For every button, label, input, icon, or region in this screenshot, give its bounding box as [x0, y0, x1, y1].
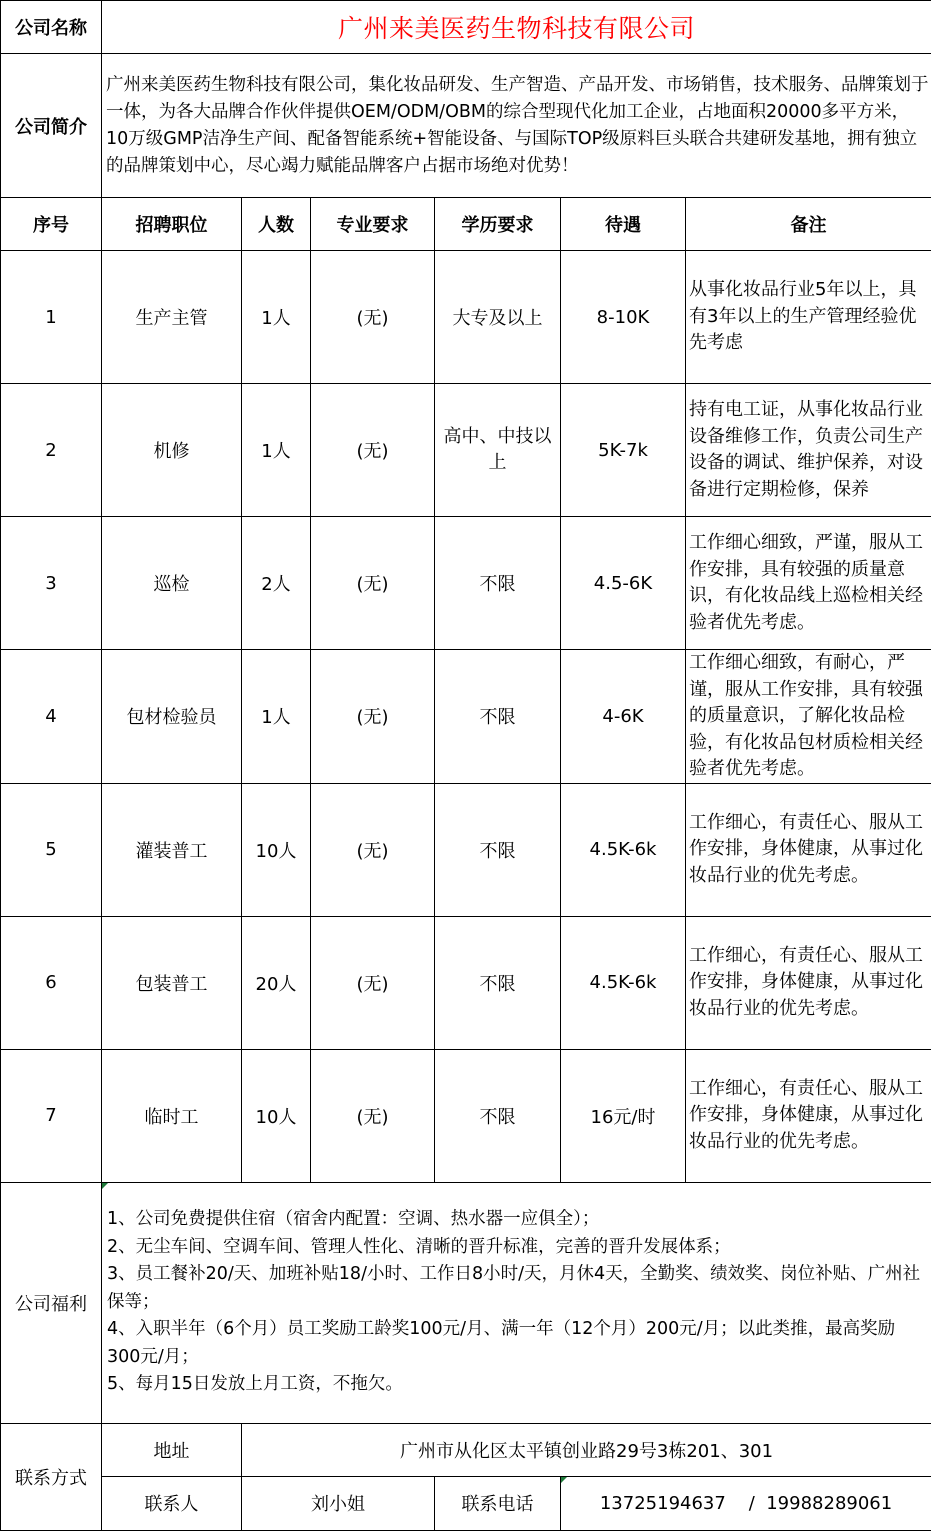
job-note: 持有电工证，从事化妆品行业设备维修工作，负责公司生产设备的调试、维护保养，对设备进行定期检修，保养	[686, 384, 931, 517]
contact-phone-value: 13725194637 / 19988289061	[561, 1476, 931, 1530]
table-row	[1, 650, 931, 784]
table-row	[1, 384, 931, 517]
job-salary: 4.5K-6k	[561, 916, 686, 1049]
jobs-header-row	[1, 198, 931, 251]
job-major: (无)	[311, 783, 435, 916]
job-position: 灌装普工	[102, 783, 242, 916]
job-salary: 5K-7k	[561, 384, 686, 517]
job-education: 不限	[435, 517, 561, 650]
job-position: 临时工	[102, 1049, 242, 1182]
job-education: 不限	[435, 650, 561, 784]
welfare-label: 公司福利	[1, 1182, 102, 1423]
address-value: 广州市从化区太平镇创业路29号3栋201、301	[242, 1423, 931, 1476]
contact-address-row	[1, 1423, 931, 1476]
job-no: 6	[1, 916, 102, 1049]
header-major: 专业要求	[311, 198, 435, 251]
table-row	[1, 783, 931, 916]
table-row	[1, 517, 931, 650]
welfare-row	[1, 1182, 931, 1423]
job-note: 工作细心，有责任心、服从工作安排，身体健康，从事过化妆品行业的优先考虑。	[686, 1049, 931, 1182]
contact-person-row	[1, 1476, 931, 1530]
welfare-list	[102, 1182, 931, 1423]
job-major: (无)	[311, 916, 435, 1049]
job-salary: 4.5K-6k	[561, 783, 686, 916]
company-intro-label: 公司简介	[1, 54, 102, 198]
job-education: 大专及以上	[435, 251, 561, 384]
header-salary: 待遇	[561, 198, 686, 251]
job-no: 2	[1, 384, 102, 517]
welfare-item: 2、无尘车间、空调车间、管理人性化、清晰的晋升标准，完善的晋升发展体系；	[107, 1234, 927, 1262]
table-row	[1, 1049, 931, 1182]
job-count: 1人	[242, 251, 311, 384]
job-count: 10人	[242, 783, 311, 916]
job-salary: 4-6K	[561, 650, 686, 784]
job-note: 工作细心细致，有耐心，严谨，服从工作安排，具有较强的质量意识，了解化妆品检验，有化妆品包材质检相关经验者优先考虑。	[686, 650, 931, 784]
header-no: 序号	[1, 198, 102, 251]
header-note: 备注	[686, 198, 931, 251]
job-position: 巡检	[102, 517, 242, 650]
job-education: 不限	[435, 916, 561, 1049]
header-position: 招聘职位	[102, 198, 242, 251]
welfare-item: 3、员工餐补20/天、加班补贴18/小时、工作日8小时/天，月休4天，全勤奖、绩效奖、岗位补贴、广州社保等；	[107, 1261, 927, 1316]
job-education: 不限	[435, 1049, 561, 1182]
job-note: 工作细心，有责任心、服从工作安排，身体健康，从事过化妆品行业的优先考虑。	[686, 916, 931, 1049]
job-position: 机修	[102, 384, 242, 517]
job-no: 4	[1, 650, 102, 784]
job-salary: 8-10K	[561, 251, 686, 384]
job-salary: 16元/时	[561, 1049, 686, 1182]
job-count: 20人	[242, 916, 311, 1049]
company-name-row	[1, 1, 931, 54]
contact-person-label: 联系人	[102, 1476, 242, 1530]
job-major: (无)	[311, 384, 435, 517]
job-salary: 4.5-6K	[561, 517, 686, 650]
address-label: 地址	[102, 1423, 242, 1476]
table-row	[1, 251, 931, 384]
job-position: 包材检验员	[102, 650, 242, 784]
job-count: 10人	[242, 1049, 311, 1182]
job-education: 不限	[435, 783, 561, 916]
job-count: 2人	[242, 517, 311, 650]
job-major: (无)	[311, 650, 435, 784]
company-name: 广州来美医药生物科技有限公司	[102, 1, 931, 54]
job-note: 工作细心细致，严谨，服从工作安排，具有较强的质量意识，有化妆品线上巡检相关经验者优先考虑。	[686, 517, 931, 650]
job-no: 1	[1, 251, 102, 384]
job-major: (无)	[311, 517, 435, 650]
welfare-item: 5、每月15日发放上月工资，不拖欠。	[107, 1371, 927, 1399]
job-education: 高中、中技以上	[435, 384, 561, 517]
job-major: (无)	[311, 251, 435, 384]
job-note: 工作细心，有责任心、服从工作安排，身体健康，从事过化妆品行业的优先考虑。	[686, 783, 931, 916]
contact-label: 联系方式	[1, 1423, 102, 1530]
job-no: 5	[1, 783, 102, 916]
job-position: 生产主管	[102, 251, 242, 384]
job-major: (无)	[311, 1049, 435, 1182]
welfare-item: 4、入职半年（6个月）员工奖励工龄奖100元/月、满一年（12个月）200元/月；以此类推，最高奖励300元/月；	[107, 1316, 927, 1371]
header-education: 学历要求	[435, 198, 561, 251]
company-intro: 广州来美医药生物科技有限公司，集化妆品研发、生产智造、产品开发、市场销售，技术服务、品牌策划于一体，为各大品牌合作伙伴提供OEM/ODM/OBM的综合型现代化加工企业，占地面积20000多平方米，10万级GMP洁净生产间、配备智能系统+智能设备、与国际TOP级原料巨头联合共建研发基地，拥有独立的品牌策划中心，尽心竭力赋能品牌客户占据市场绝对优势！	[102, 54, 931, 198]
job-position: 包装普工	[102, 916, 242, 1049]
company-intro-row	[1, 54, 931, 198]
header-count: 人数	[242, 198, 311, 251]
job-count: 1人	[242, 650, 311, 784]
company-name-label: 公司名称	[1, 1, 102, 54]
job-no: 3	[1, 517, 102, 650]
job-no: 7	[1, 1049, 102, 1182]
job-note: 从事化妆品行业5年以上，具有3年以上的生产管理经验优先考虑	[686, 251, 931, 384]
contact-person-value: 刘小姐	[242, 1476, 435, 1530]
table-row	[1, 916, 931, 1049]
job-count: 1人	[242, 384, 311, 517]
welfare-item: 1、公司免费提供住宿（宿舍内配置：空调、热水器一应俱全）；	[107, 1206, 927, 1234]
contact-phone-label: 联系电话	[435, 1476, 561, 1530]
